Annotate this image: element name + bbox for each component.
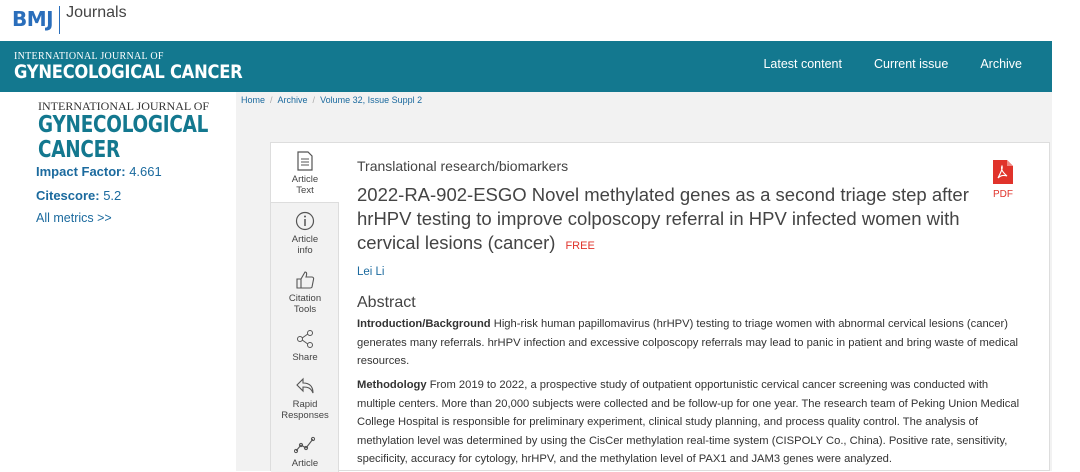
- tab-article-text[interactable]: [271, 143, 339, 203]
- journal-logo-line2: GYNECOLOGICAL CANCER: [14, 61, 243, 83]
- bmj-logo-text: BMJ: [12, 7, 54, 31]
- tool-label-2: Responses: [281, 410, 329, 421]
- nav-archive[interactable]: Archive: [980, 57, 1022, 71]
- nav-current-issue[interactable]: Current issue: [873, 57, 949, 71]
- reply-icon: [295, 376, 315, 396]
- tool-label-2: Tools: [293, 304, 317, 315]
- tab-rapid-responses[interactable]: [271, 376, 339, 421]
- journal-header-logo[interactable]: [14, 51, 280, 83]
- share-icon: [295, 329, 315, 349]
- tab-citation-tools[interactable]: [271, 270, 339, 315]
- tool-label-2: Text: [296, 185, 314, 196]
- bmj-logo[interactable]: [12, 4, 127, 34]
- pdf-icon: [990, 159, 1016, 185]
- pdf-button[interactable]: [988, 159, 1018, 200]
- tab-share[interactable]: [271, 329, 339, 363]
- free-badge: FREE: [565, 240, 595, 252]
- thumbs-up-icon: [295, 270, 315, 290]
- tool-label-1: Article: [291, 174, 319, 185]
- document-icon: [297, 151, 313, 171]
- abstract-introduction: [357, 315, 1025, 371]
- tool-label-1: Article: [291, 234, 319, 245]
- abstract-heading: Abstract: [357, 294, 416, 311]
- breadcrumb-separator: /: [270, 95, 273, 105]
- method-text: From 2019 to 2022, a prospective study of outpatient opportunistic cervical cancer screening was conducted with multiple centers. More than 20,000 subjects were collected and be follow-up for one year. The research team of Peking Union Medical College Hospital is responsible for preliminary experiment, clinical study planning, and process quality control. The analysis of methylation level was determined by using the CisCer methylation real-time system (CISPOLY Co., China). Positive rate, sensitivity, specificity, accuracy for cytology, hrHPV, and the methylation level of PAX1 and JAM3 genes were analyzed.: [357, 379, 1020, 465]
- journal-nav: [763, 57, 1022, 71]
- journal-logo-line1: INTERNATIONAL JOURNAL OF: [14, 51, 164, 62]
- breadcrumb: [241, 95, 422, 105]
- citescore: [36, 188, 121, 203]
- breadcrumb-home[interactable]: Home: [241, 95, 266, 105]
- intro-label: Introduction/Background: [357, 318, 491, 330]
- journal-header: [0, 41, 1052, 92]
- tool-label-1: Article: [291, 458, 319, 469]
- breadcrumb-separator: /: [312, 95, 316, 105]
- article-title: [357, 183, 977, 258]
- journals-label: Journals: [66, 4, 127, 21]
- logo-divider: [59, 6, 60, 34]
- metrics-icon: [294, 435, 316, 455]
- brand-bar: [0, 0, 1080, 41]
- sidebar-logo-line1: INTERNATIONAL JOURNAL OF: [38, 99, 210, 113]
- impact-factor-value: 4.661: [129, 164, 162, 179]
- main-content-area: [236, 92, 1052, 471]
- pdf-label: PDF: [993, 189, 1013, 200]
- sidebar-logo-line2: GYNECOLOGICAL CANCER: [38, 112, 209, 163]
- tool-label-1: Share: [292, 352, 318, 363]
- article-title-text: 2022-RA-902-ESGO Novel methylated genes as a second triage step after hrHPV testing to improve colposcopy referral in HPV infected women with cervical lesions (cancer): [357, 184, 969, 253]
- impact-factor-label: Impact Factor:: [36, 164, 126, 179]
- article-tools: [271, 143, 339, 472]
- info-icon: [295, 211, 315, 231]
- tab-article-metrics[interactable]: [271, 435, 339, 469]
- author-link[interactable]: Lei Li: [357, 266, 385, 278]
- method-label: Methodology: [357, 379, 427, 391]
- all-metrics-link[interactable]: All metrics >>: [36, 211, 112, 225]
- breadcrumb-archive[interactable]: Archive: [277, 95, 308, 105]
- intro-text: High-risk human papillomavirus (hrHPV) testing to triage women with abnormal cervical lesions (cancer) generates many referrals. hrHPV infection and excessive colposcopy referrals may lead to panic in patient and bring waste of medical resources.: [357, 318, 1019, 367]
- breadcrumb-issue[interactable]: Volume 32, Issue Suppl 2: [320, 95, 423, 105]
- citescore-value: 5.2: [103, 188, 122, 203]
- left-sidebar: [0, 92, 236, 471]
- impact-factor: [36, 164, 162, 179]
- nav-latest-content[interactable]: Latest content: [763, 57, 842, 71]
- abstract-methodology: [357, 376, 1025, 469]
- tool-label-2: info: [297, 245, 313, 256]
- tab-article-info[interactable]: [271, 211, 339, 256]
- tool-label-1: Rapid: [292, 399, 318, 410]
- sidebar-journal-logo[interactable]: [38, 100, 251, 163]
- article-category: Translational research/biomarkers: [357, 158, 569, 174]
- tool-label-1: Citation: [288, 293, 322, 304]
- citescore-label: Citescore:: [36, 188, 100, 203]
- article-card: [270, 142, 1050, 471]
